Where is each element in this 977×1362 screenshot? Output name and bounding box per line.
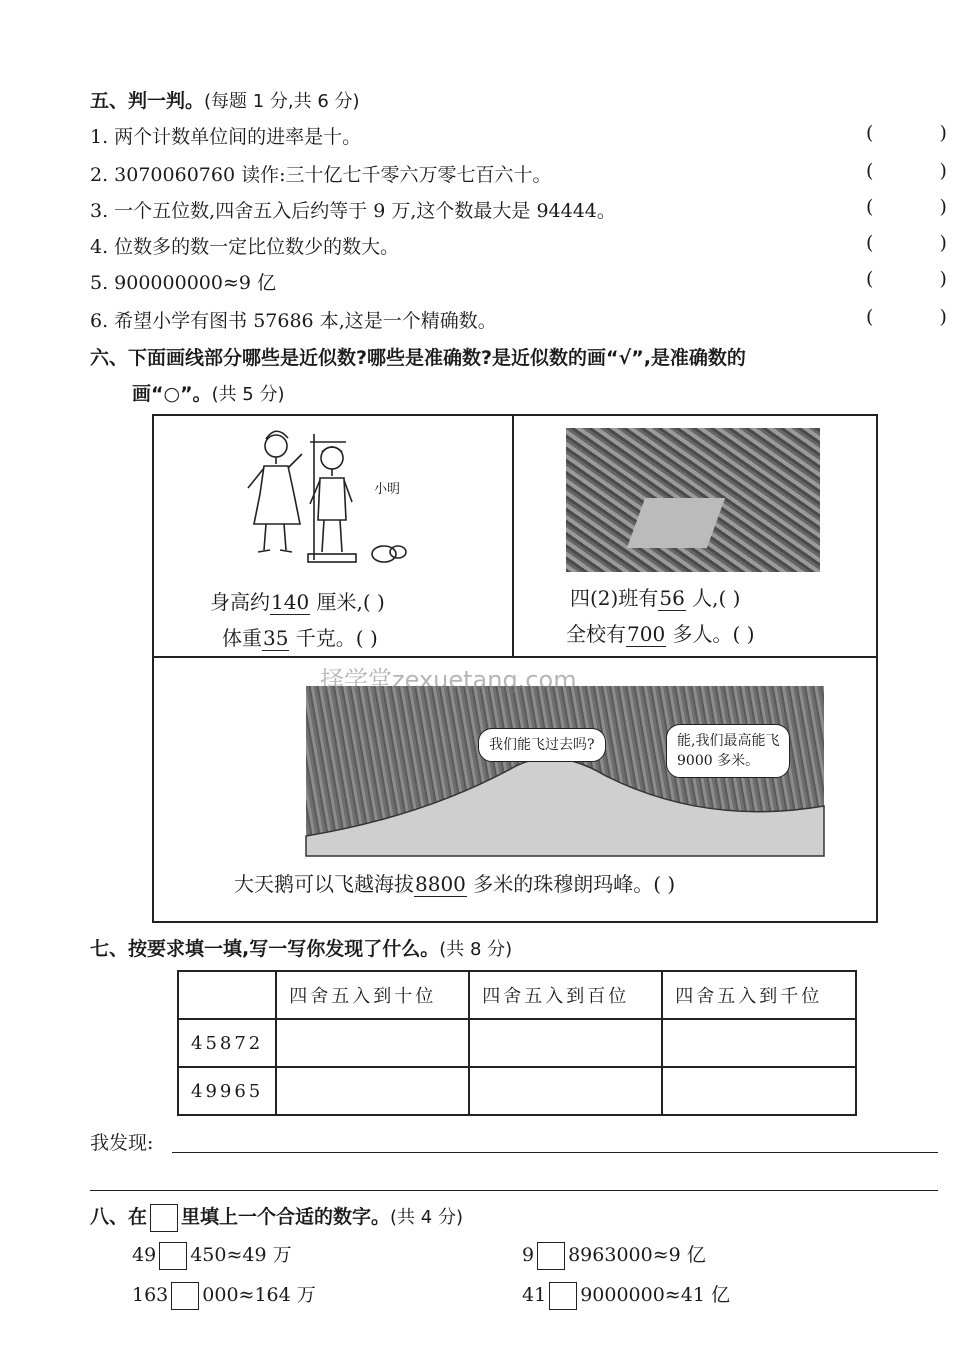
answer-paren-5[interactable]: ( ) <box>866 268 977 290</box>
judge-item-2: 2. 3070060760 读作:三十亿七千零六万零七百六十。 <box>90 164 552 186</box>
weight-prefix: 体重 <box>222 626 262 650</box>
class-suffix[interactable]: 人,( ) <box>685 586 741 610</box>
section6-heading-line2 <box>132 379 285 406</box>
table-row <box>178 1019 856 1067</box>
xiaoming-label: 小明 <box>374 482 401 497</box>
weight-number: 35 <box>263 626 289 650</box>
section5-heading <box>90 86 360 113</box>
school-photo <box>566 428 820 572</box>
swan-speech-bubble-1: 我们能飞过去吗? <box>478 728 606 762</box>
discover-answer-line-1[interactable] <box>172 1152 938 1153</box>
fill-item-1-post: 450≈49 万 <box>190 1244 292 1266</box>
section7-heading <box>90 934 512 961</box>
school-photo-courtyard <box>627 498 725 548</box>
class-prefix: 四(2)班有 <box>570 586 659 610</box>
fill-box-1[interactable] <box>159 1242 187 1270</box>
judge-item-1: 1. 两个计数单位间的进率是十。 <box>90 126 362 148</box>
fill-item-1-pre: 49 <box>132 1244 157 1266</box>
swan-mountain-picture <box>306 686 824 856</box>
school-suffix[interactable]: 多人。( ) <box>666 622 755 646</box>
section6-score: (共 5 分) <box>211 384 285 405</box>
answer-cell[interactable] <box>469 1067 662 1115</box>
answer-paren-6[interactable]: ( ) <box>866 306 977 328</box>
table-row <box>178 1067 856 1115</box>
fill-item-4-pre: 41 <box>522 1284 547 1306</box>
answer-cell[interactable] <box>276 1019 469 1067</box>
panel2-school-line <box>566 618 755 647</box>
height-prefix: 身高约 <box>210 590 270 614</box>
row-number-2: 49965 <box>178 1067 276 1115</box>
table-header-corner <box>178 971 276 1019</box>
table-header-row <box>178 971 856 1019</box>
answer-cell[interactable] <box>662 1067 856 1115</box>
section7-score: (共 8 分) <box>439 939 513 960</box>
fill-item-3-post: 000≈164 万 <box>202 1284 316 1306</box>
swan-prefix: 大天鹅可以飞越海拔 <box>234 872 414 896</box>
section5-score: (每题 1 分,共 6 分) <box>204 91 360 112</box>
fill-box-3[interactable] <box>171 1282 199 1310</box>
table-header-thousands: 四舍五入到千位 <box>662 971 856 1019</box>
fill-box-2[interactable] <box>537 1242 565 1270</box>
section8-heading <box>90 1202 463 1232</box>
panel-divider-vertical <box>512 414 514 656</box>
judge-item-5: 5. 900000000≈9 亿 <box>90 272 277 294</box>
bubble2-line1: 能,我们最高能飞 <box>677 733 780 749</box>
panel3-swan-line <box>234 868 675 897</box>
judge-item-4: 4. 位数多的数一定比位数少的数大。 <box>90 236 400 258</box>
swan-suffix[interactable]: 多米的珠穆朗玛峰。( ) <box>466 872 676 896</box>
swan-speech-bubble-2 <box>666 724 790 778</box>
table-header-tens: 四舍五入到十位 <box>276 971 469 1019</box>
school-prefix: 全校有 <box>566 622 626 646</box>
judge-item-3: 3. 一个五位数,四舍五入后约等于 9 万,这个数最大是 94444。 <box>90 200 616 222</box>
answer-paren-1[interactable]: ( ) <box>866 122 977 144</box>
panel-divider-horizontal <box>152 656 876 658</box>
fill-item-4-post: 9000000≈41 亿 <box>580 1284 730 1306</box>
answer-cell[interactable] <box>276 1067 469 1115</box>
section7-title: 七、按要求填一填,写一写你发现了什么。 <box>90 938 440 960</box>
answer-paren-4[interactable]: ( ) <box>866 232 977 254</box>
height-suffix[interactable]: 厘米,( ) <box>310 590 385 614</box>
bubble2-line2: 9000 多米。 <box>677 753 760 769</box>
fill-item-3 <box>132 1280 316 1310</box>
fill-item-2-pre: 9 <box>522 1244 535 1266</box>
fill-item-4 <box>522 1280 730 1310</box>
judge-item-6: 6. 希望小学有图书 57686 本,这是一个精确数。 <box>90 310 497 332</box>
weight-suffix[interactable]: 千克。( ) <box>289 626 378 650</box>
watermark: 择学堂zexuetang.com <box>320 666 577 694</box>
fill-box-4[interactable] <box>549 1282 577 1310</box>
answer-paren-3[interactable]: ( ) <box>866 196 977 218</box>
fill-item-1 <box>132 1240 292 1270</box>
section5-title: 五、判一判。 <box>90 90 205 112</box>
discover-label: 我发现: <box>90 1132 154 1154</box>
section8-score: (共 4 分) <box>390 1207 463 1228</box>
fill-item-3-pre: 163 <box>132 1284 169 1306</box>
fill-item-2-post: 8963000≈9 亿 <box>568 1244 706 1266</box>
panel1-weight-line <box>222 622 378 651</box>
section6-title-line1: 六、下面画线部分哪些是近似数?哪些是准确数?是近似数的画“√”,是准确数的 <box>90 347 746 369</box>
section8-title-b: 里填上一个合适的数字。 <box>181 1206 391 1228</box>
table-header-hundreds: 四舍五入到百位 <box>469 971 662 1019</box>
answer-cell[interactable] <box>662 1019 856 1067</box>
height-number: 140 <box>271 590 310 614</box>
school-number: 700 <box>627 622 666 646</box>
class-number: 56 <box>659 586 685 610</box>
answer-paren-2[interactable]: ( ) <box>866 160 977 182</box>
discover-answer-line-2[interactable] <box>90 1190 938 1191</box>
section8-title-a: 八、在 <box>90 1206 148 1228</box>
sample-box-icon <box>150 1204 178 1232</box>
row-number-1: 45872 <box>178 1019 276 1067</box>
everest-number: 8800 <box>415 872 466 896</box>
children-height-illustration <box>236 424 422 574</box>
answer-cell[interactable] <box>469 1019 662 1067</box>
rounding-table <box>177 970 857 1116</box>
panel1-height-line <box>210 586 385 615</box>
panel2-class-line <box>570 582 740 611</box>
section6-title-line2: 画“○”。 <box>132 383 212 405</box>
fill-item-2 <box>522 1240 706 1270</box>
